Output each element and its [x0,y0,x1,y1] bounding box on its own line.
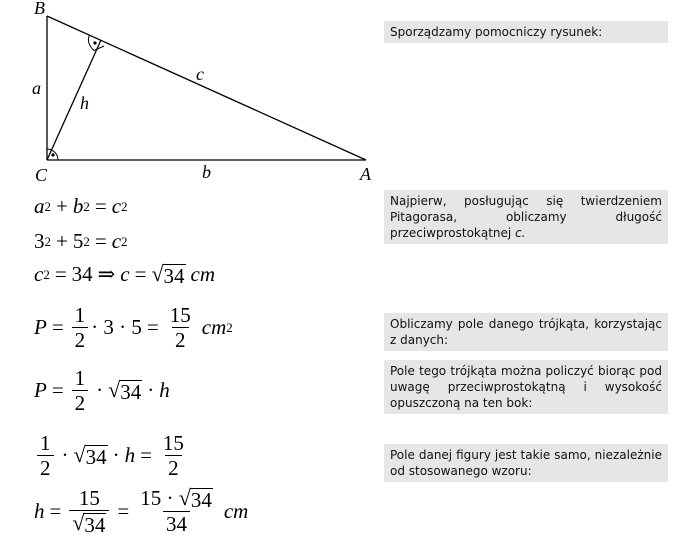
eq4-p: P [34,315,47,339]
right-angle-dot-foot [93,41,96,44]
eq6-radicand: 34 [85,445,107,469]
eq4-den2: 2 [172,327,189,352]
triangle-figure [0,0,380,184]
vertex-b-label: B [34,0,45,18]
eq3-c2: c [120,262,130,286]
eq4-num2: 15 [169,303,191,327]
equation-area-hypotenuse [34,366,170,415]
eq7-fraction-1 [69,486,109,536]
equation-hypotenuse: c 2 = 34 ⇒ c = √ 34 cm [34,261,216,288]
eq2-equals: = [94,229,107,253]
eq5-radicand: 34 [120,380,142,404]
eq5-p: P [34,378,47,402]
eq1-b: b [72,194,84,218]
eq7-unit: cm [223,498,249,523]
side-b-label: b [202,162,211,182]
eq4-fraction-half [72,303,89,352]
eq6-fraction-half [37,431,54,480]
eq2-n1: 3 [34,229,45,253]
equation-pythagoras: a 2 + b 2 = c 2 [34,194,128,218]
eq4-product: · 3 · 5 [91,315,142,339]
equation-equal-areas [34,431,190,480]
vertex-a-label: A [360,164,371,184]
eq5-den: 2 [72,390,89,415]
eq6-h: h [124,443,136,467]
eq1-equals: = [94,194,107,218]
eq3-implies: ⇒ [97,262,116,286]
eq4-fraction-result [167,303,194,352]
equation-substitution: 3 2 + 5 2 = c 2 [34,229,128,253]
eq4-equals2: = [146,315,159,339]
eq6-sqrt: √ 34 [73,442,107,469]
eq3-sqrt: √ 34 [151,261,185,288]
eq3-radicand: 34 [163,264,185,288]
eq1-plus: + [56,194,68,218]
note-pythagoras-text: Najpierw, posługując się twierdzeniem Pitagorasa, obliczamy długość przeciwprostokątnej [390,194,662,240]
eq2-c: c [111,229,122,253]
eq5-equals: = [51,378,64,402]
note-area: Obliczamy pole danego trójkąta, korzystając z danych: [384,313,668,351]
eq7-equals: = [49,498,62,523]
eq7-num2: 15 · √ 34 [140,485,212,512]
eq7-num2-coef: 15 · [140,486,174,510]
eq5-sqrt: √ 34 [108,377,142,404]
side-a-label: a [32,78,41,98]
side-c-label: c [196,64,204,84]
eq6-dot1: · [61,443,69,467]
eq5-dot1: · [96,378,104,402]
note-pythagoras-var: c. [515,226,526,240]
equation-area-legs: P = $\frac{1}{2}$ · 3 · 5 = $\frac{15}{2}$ cm 2 [34,303,233,352]
eq5-num: 1 [74,366,86,390]
eq7-den: √ 34 [69,510,109,536]
height-h-line [47,40,101,160]
eq4-equals: = [51,315,64,339]
eq3-unit: cm [190,262,216,286]
eq6-den: 2 [37,455,54,480]
eq5-fraction-half [72,366,89,415]
eq6-fraction-result [160,431,187,480]
side-c-line [47,16,366,160]
eq5-dot2: · [147,378,155,402]
eq7-den-radicand: 34 [84,513,106,537]
equation-height [34,486,248,536]
eq4-unit: cm [201,315,227,339]
note-area-hypotenuse: Pole tego trójkąta można policzyć biorąc pod uwagę przeciwprostokątną i wysokość opuszczoną na ten bok: [384,360,668,414]
eq7-fraction-2 [137,486,216,536]
eq6-num: 1 [40,431,51,455]
eq4-num: 1 [74,303,86,327]
eq1-a: a [34,194,45,218]
eq2-plus: + [56,229,68,253]
eq1-c: c [111,194,122,218]
eq6-dot2: · [112,443,120,467]
eq7-num2-radicand: 34 [190,488,212,512]
eq4-den: 2 [72,327,89,352]
eq3-equals: = [54,262,67,286]
eq6-den2: 2 [165,455,182,480]
eq7-den2: 34 [163,511,190,536]
eq6-num2: 15 [162,431,184,455]
note-drawing: Sporządzamy pomocniczy rysunek: [384,21,668,43]
eq6-equals: = [140,443,152,467]
note-same-area: Pole danej figury jest takie samo, niezależnie od stosowanego wzoru: [384,444,668,482]
note-pythagoras [384,190,668,244]
eq3-value: 34 [71,262,93,286]
vertex-c-label: C [35,165,48,184]
eq7-equals2: = [117,498,130,523]
eq7-h: h [34,498,45,523]
right-angle-dot-c [51,153,54,156]
eq7-num: 15 [78,486,100,510]
eq3-equals2: = [134,262,147,286]
eq2-n2: 5 [72,229,84,253]
eq5-h: h [159,378,170,402]
eq3-c: c [34,262,44,286]
height-h-label: h [80,93,89,113]
